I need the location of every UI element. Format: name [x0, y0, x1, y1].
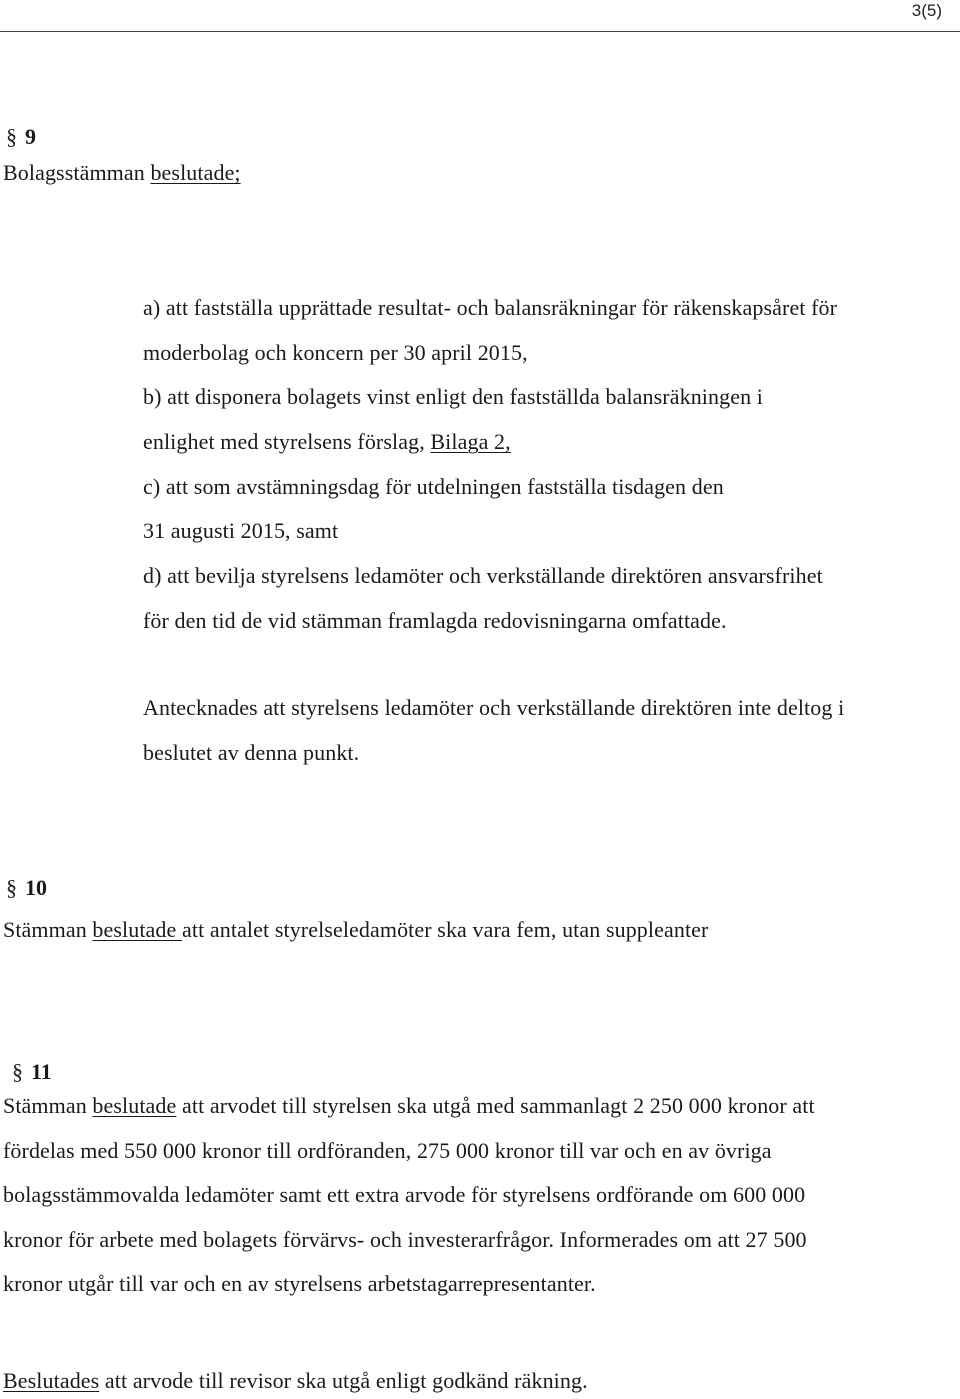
item-c-line-2: 31 augusti 2015, samt — [143, 518, 339, 543]
item-b-text: enlighet med styrelsens förslag, — [143, 429, 431, 454]
section-11-line-3: bolagsstämmovalda ledamöter samt ett extra arvode för styrelsens ordförande om 600 000 — [3, 1182, 806, 1207]
item-c-line-1: c) att som avstämningsdag för utdelningen fastställa tisdagen den — [143, 474, 724, 499]
item-b-line-1: b) att disponera bolagets vinst enligt den fastställda balansräkningen i — [143, 384, 763, 409]
section-11-line-4: kronor för arbete med bolagets förvärvs- och investerarfrågor. Informerades om att 27 500 — [3, 1227, 807, 1252]
section-9-heading — [6, 124, 36, 150]
header-divider — [0, 31, 960, 32]
section-9-number: 9 — [25, 124, 36, 149]
section-11-number: 11 — [31, 1059, 52, 1084]
section-11-heading — [12, 1059, 52, 1085]
section-sign: § — [12, 1059, 23, 1084]
s10-text-a: Stämman — [3, 917, 93, 942]
section-9-intro — [3, 159, 241, 187]
item-d-line-1: d) att bevilja styrelsens ledamöter och verkställande direktören ansvarsfrihet — [143, 563, 823, 588]
page-number: 3(5) — [911, 1, 942, 20]
note-line-1: Antecknades att styrelsens ledamöter och verkställande direktören inte deltog i — [143, 695, 845, 720]
item-b-line-2 — [143, 428, 511, 456]
s10-underlined: beslutade — [92, 917, 182, 942]
auditor-underlined: Beslutades — [3, 1368, 100, 1393]
item-a-line-1: a) att fastställa upprättade resultat- och balansräkningar för räkenskapsåret för — [143, 295, 838, 320]
s11-text-a: Stämman — [3, 1093, 93, 1118]
section-11-line-1 — [3, 1092, 815, 1120]
section-10-text — [3, 916, 708, 944]
auditor-fee-line — [3, 1367, 588, 1395]
section-sign: § — [6, 124, 17, 149]
section-10-heading — [6, 875, 47, 901]
s10-text-b: att antalet styrelseledamöter ska vara fem, utan suppleanter — [182, 917, 709, 942]
section-10-number: 10 — [25, 875, 47, 900]
item-a-line-2: moderbolag och koncern per 30 april 2015, — [143, 340, 528, 365]
intro-text: Bolagsstämman — [3, 160, 151, 185]
intro-underlined-text: beslutade; — [150, 160, 241, 185]
note-line-2: beslutet av denna punkt. — [143, 740, 360, 765]
section-11-line-5: kronor utgår till var och en av styrelsens arbetstagarrepresentanter. — [3, 1271, 596, 1296]
auditor-text: att arvode till revisor ska utgå enligt godkänd räkning. — [99, 1368, 588, 1393]
section-sign: § — [6, 875, 17, 900]
s11-underlined: beslutade — [92, 1093, 177, 1118]
section-11-line-2: fördelas med 550 000 kronor till ordföranden, 275 000 kronor till var och en av övriga — [3, 1138, 772, 1163]
s11-text-b: att arvodet till styrelsen ska utgå med sammanlagt 2 250 000 kronor att — [176, 1093, 815, 1118]
item-d-line-2: för den tid de vid stämman framlagda redovisningarna omfattade. — [143, 608, 727, 633]
bilaga-2-reference: Bilaga 2, — [430, 429, 511, 454]
